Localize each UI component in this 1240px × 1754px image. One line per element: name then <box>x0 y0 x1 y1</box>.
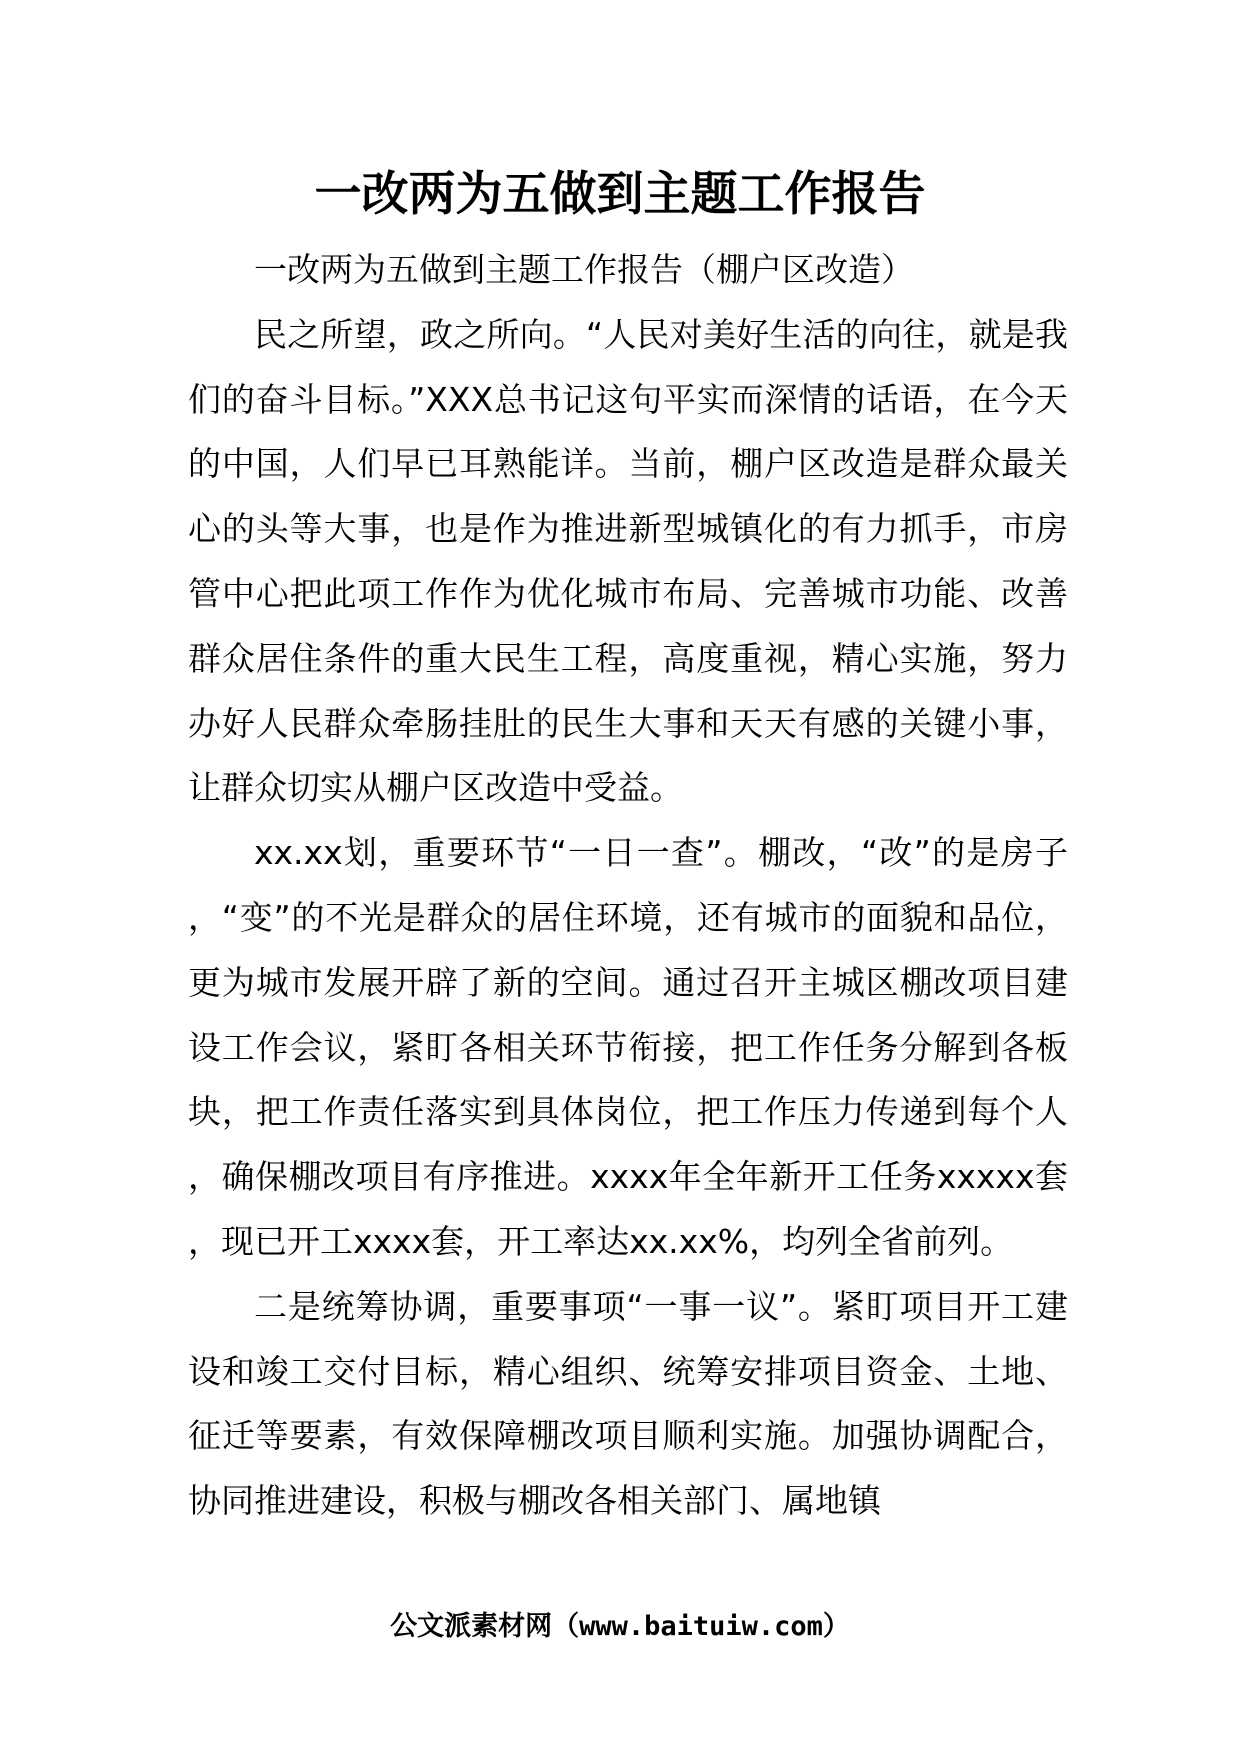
body-paragraph: xx.xx划，重要环节“一日一查”。棚改，“改”的是房子，“变”的不光是群众的居住环境，还有城市的面貌和品位，更为城市发展开辟了新的空间。通过召开主城区棚改项目建设工作会议，紧盯各相关环节衔接，把工作任务分解到各板块，把工作责任落实到具体岗位，把工作压力传递到每个人，确保棚改项目有序推进。xxxx年全年新开工任务xxxxx套，现已开工xxxx套，开工率达xx.xx%，均列全省前列。 <box>188 833 1068 1261</box>
document-subtitle: 一改两为五做到主题工作报告（棚户区改造） <box>254 250 914 289</box>
footer-url[interactable]: （www.baituiw.com） <box>552 1611 850 1642</box>
body-paragraph: 二是统筹协调，重要事项“一事一议”。紧盯项目开工建设和竣工交付目标，精心组织、统筹安排项目资金、土地、征迁等要素，有效保障棚改项目顺利实施。加强协调配合，协同推进建设，积极与棚改各相关部门、属地镇 <box>188 1286 1068 1521</box>
footer-site-name: 公文派素材网 <box>390 1611 553 1642</box>
body-paragraph: 民之所望，政之所向。“人民对美好生活的向往，就是我们的奋斗目标。”XXX总书记这句平实而深情的话语，在今天的中国，人们早已耳熟能详。当前，棚户区改造是群众最关心的头等大事，也是作为推进新型城镇化的有力抓手，市房管中心把此项工作作为优化城市布局、完善城市功能、改善群众居住条件的重大民生工程，高度重视，精心实施，努力办好人民群众牵肠挂肚的民生大事和天天有感的关键小事，让群众切实从棚户区改造中受益。 <box>188 314 1068 808</box>
page-footer <box>0 1607 1240 1647</box>
document-title: 一改两为五做到主题工作报告 <box>314 167 926 222</box>
document-body <box>188 238 1068 1534</box>
